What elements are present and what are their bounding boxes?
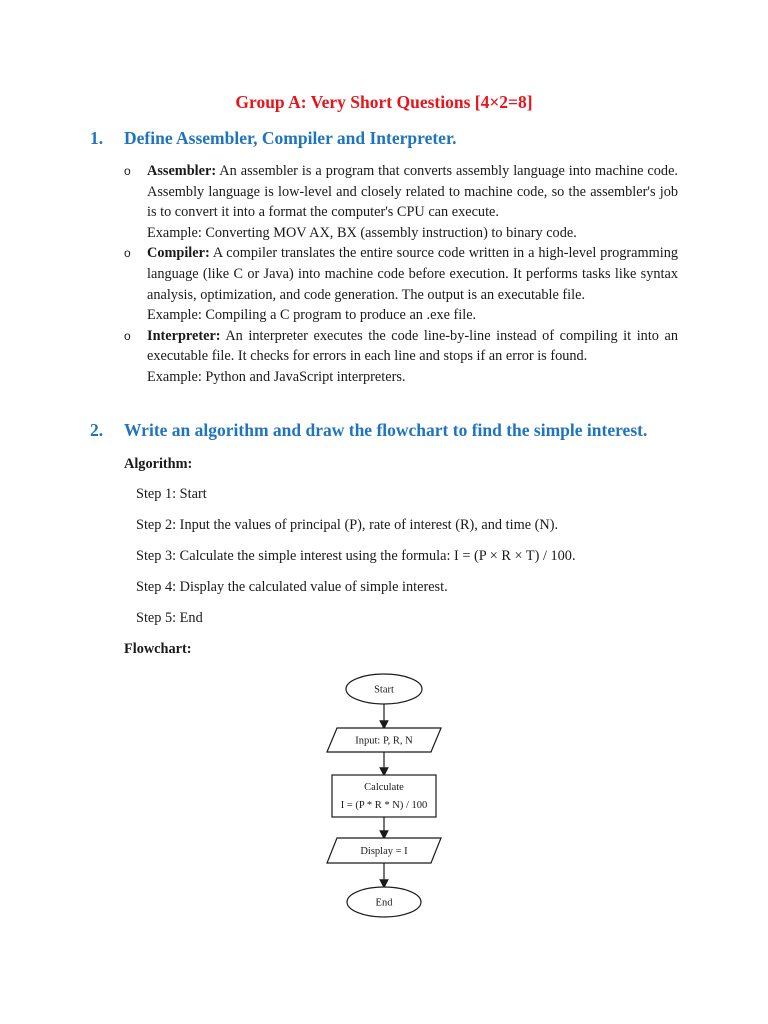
example-text: Example: Compiling a C program to produce an .exe file. bbox=[147, 307, 477, 324]
question-2-number: 2. bbox=[90, 420, 104, 440]
algorithm-step: Step 3: Calculate the simple interest using the formula: I = (P × R × T) / 100. bbox=[136, 548, 576, 564]
bullet-icon: o bbox=[124, 246, 131, 261]
list-item-assembler bbox=[124, 161, 678, 243]
question-2-title: Write an algorithm and draw the flowchart to find the simple interest. bbox=[124, 420, 648, 440]
definition-text: A compiler translates the entire source code written in a high-level programming language (like C or Java) into machine code before execution. It performs tasks like syntax analysis, optimization, and code generation. The output is an executable file. bbox=[147, 245, 678, 303]
list-item-compiler bbox=[124, 243, 678, 325]
group-title: Group A: Very Short Questions [4×2=8] bbox=[235, 92, 533, 112]
bullet-icon: o bbox=[124, 164, 131, 178]
example-text: Example: Python and JavaScript interpreters. bbox=[147, 368, 406, 385]
algorithm-step: Step 1: Start bbox=[136, 486, 207, 502]
flowchart-process-text-1: Calculate bbox=[364, 782, 404, 793]
term-label: Compiler: bbox=[147, 245, 210, 262]
bullet-icon: o bbox=[124, 328, 131, 343]
flowchart-input-text: Input: P, R, N bbox=[355, 735, 413, 747]
algorithm-label: Algorithm: bbox=[124, 456, 193, 472]
question-1-number: 1. bbox=[90, 128, 104, 148]
flowchart-display-text: Display = I bbox=[360, 846, 408, 857]
question-2-heading bbox=[90, 420, 647, 441]
algorithm-step: Step 5: End bbox=[136, 610, 203, 626]
flowchart-start-text: Start bbox=[374, 684, 394, 696]
term-label: Interpreter: bbox=[147, 327, 221, 344]
algorithm-step: Step 4: Display the calculated value of simple interest. bbox=[136, 579, 448, 595]
flowchart-end-text: End bbox=[375, 897, 393, 909]
definitions-list bbox=[124, 161, 678, 388]
question-1-heading bbox=[90, 128, 456, 149]
algorithm-step: Step 2: Input the values of principal (P), rate of interest (R), and time (N). bbox=[136, 517, 559, 533]
example-text: Example: Converting MOV AX, BX (assembly instruction) to binary code. bbox=[147, 224, 577, 241]
flowchart-diagram bbox=[320, 668, 450, 928]
flowchart-label: Flowchart: bbox=[124, 641, 192, 657]
list-item-interpreter bbox=[124, 326, 678, 388]
term-label: Assembler: bbox=[147, 163, 217, 179]
definition-text: An assembler is a program that converts assembly language into machine code. Assembly language is low-level and closely related to machine code, so the assembler's job is to convert it into a format the computer's CPU can execute. bbox=[147, 163, 678, 221]
question-1-title: Define Assembler, Compiler and Interpreter. bbox=[124, 128, 457, 148]
definition-text: An interpreter executes the code line-by-line instead of compiling it into an executable file. It checks for errors in each line and stops if an error is found. bbox=[147, 327, 678, 365]
flowchart-process-text-2: I = (P * R * N) / 100 bbox=[340, 800, 428, 811]
